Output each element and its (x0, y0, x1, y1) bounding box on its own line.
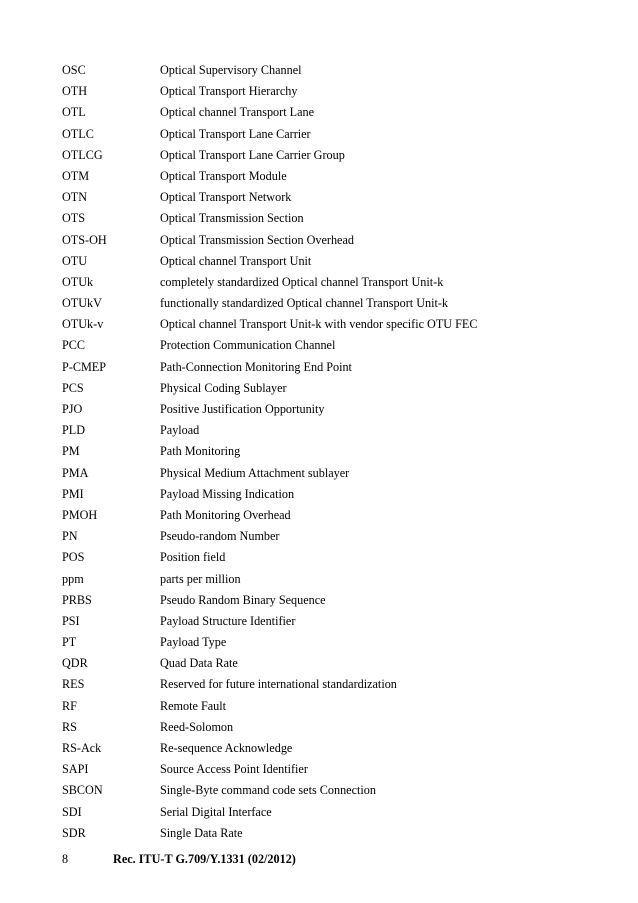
page-footer (62, 852, 296, 867)
abbreviation-definition: Path Monitoring Overhead (160, 507, 291, 522)
abbreviation-row (62, 632, 622, 653)
abbreviation-term: OTS (62, 211, 86, 226)
abbreviation-term: OTLCG (62, 147, 103, 162)
abbreviation-term: QDR (62, 656, 88, 671)
abbreviation-row (62, 717, 622, 738)
abbreviation-definition: Payload Type (160, 635, 227, 650)
abbreviation-term: PRBS (62, 592, 92, 607)
abbreviation-definition: Optical Transport Network (160, 190, 292, 205)
abbreviation-term: SAPI (62, 762, 89, 777)
abbreviation-row (62, 823, 622, 844)
abbreviation-definition: Optical channel Transport Unit (160, 253, 312, 268)
abbreviation-row (62, 272, 622, 293)
abbreviation-term: PT (62, 635, 77, 650)
abbreviation-definition: Physical Coding Sublayer (160, 380, 287, 395)
abbreviation-row (62, 293, 622, 314)
abbreviation-row (62, 696, 622, 717)
abbreviation-definition: completely standardized Optical channel Transport Unit-k (160, 274, 444, 289)
abbreviation-row (62, 420, 622, 441)
abbreviation-row (62, 145, 622, 166)
abbreviation-definition: Optical Transmission Section (160, 211, 304, 226)
abbreviation-term: PMI (62, 486, 84, 501)
abbreviation-term: OTS-OH (62, 232, 107, 247)
abbreviation-term: P-CMEP (62, 359, 107, 374)
abbreviation-definition: Protection Communication Channel (160, 338, 336, 353)
abbreviation-term: OTN (62, 190, 88, 205)
abbreviation-term: PSI (62, 613, 80, 628)
abbreviation-term: PMOH (62, 507, 98, 522)
abbreviation-row (62, 314, 622, 335)
abbreviation-row (62, 569, 622, 590)
abbreviation-row (62, 653, 622, 674)
abbreviation-definition: Payload Missing Indication (160, 486, 295, 501)
abbreviation-term: RF (62, 698, 77, 713)
abbreviation-definition: Path Monitoring (160, 444, 241, 459)
abbreviation-row (62, 738, 622, 759)
abbreviation-row (62, 208, 622, 229)
abbreviation-term: ppm (62, 571, 84, 586)
abbreviation-term: PLD (62, 423, 86, 438)
abbreviation-term: OTL (62, 105, 86, 120)
document-reference: Rec. ITU-T G.709/Y.1331 (02/2012) (113, 852, 296, 866)
abbreviation-row (62, 590, 622, 611)
abbreviation-row (62, 484, 622, 505)
abbreviation-definition: Remote Fault (160, 698, 227, 713)
abbreviation-row (62, 166, 622, 187)
abbreviation-row (62, 780, 622, 801)
abbreviation-row (62, 399, 622, 420)
abbreviation-definition: Positive Justification Opportunity (160, 402, 325, 416)
abbreviation-definition: Source Access Point Identifier (160, 762, 308, 777)
abbreviation-row (62, 505, 622, 526)
page-number: 8 (62, 852, 69, 866)
abbreviation-term: PCC (62, 338, 86, 353)
abbreviation-term: PJO (62, 402, 83, 416)
abbreviation-row (62, 81, 622, 102)
abbreviation-term: OTH (62, 84, 88, 99)
abbreviation-row (62, 102, 622, 123)
abbreviation-definition: Reserved for future international standardization (160, 677, 397, 692)
abbreviation-definition: Payload (160, 423, 200, 438)
abbreviation-list (62, 60, 622, 844)
abbreviation-term: SDR (62, 825, 86, 840)
abbreviation-definition: Reed-Solomon (160, 719, 234, 734)
abbreviation-definition: Optical Transport Lane Carrier Group (160, 147, 345, 162)
abbreviation-term: POS (62, 550, 85, 565)
abbreviation-definition: Optical channel Transport Unit-k with vendor specific OTU FEC (160, 317, 478, 332)
abbreviation-term: OTM (62, 168, 90, 183)
abbreviation-definition: parts per million (160, 571, 241, 586)
abbreviation-term: SDI (62, 804, 82, 819)
abbreviation-row (62, 611, 622, 632)
abbreviation-term: OTU (62, 253, 88, 268)
abbreviation-definition: Serial Digital Interface (160, 804, 272, 819)
abbreviation-definition: Optical Transport Hierarchy (160, 84, 298, 99)
abbreviation-term: PN (62, 529, 78, 544)
abbreviation-definition: Physical Medium Attachment sublayer (160, 465, 350, 480)
abbreviation-row (62, 335, 622, 356)
abbreviation-row (62, 378, 622, 399)
abbreviation-term: PMA (62, 465, 89, 480)
abbreviation-row (62, 463, 622, 484)
abbreviation-definition: functionally standardized Optical channel Transport Unit-k (160, 296, 449, 311)
abbreviation-term: OTUk (62, 274, 94, 289)
abbreviation-term: PCS (62, 380, 84, 395)
abbreviation-term: RES (62, 677, 85, 692)
abbreviation-term: RS-Ack (62, 741, 102, 755)
abbreviation-row (62, 251, 622, 272)
abbreviation-definition: Payload Structure Identifier (160, 613, 296, 628)
abbreviation-row (62, 357, 622, 378)
abbreviation-term: OTUkV (62, 296, 102, 311)
abbreviation-definition: Quad Data Rate (160, 656, 238, 671)
abbreviation-definition: Optical Supervisory Channel (160, 63, 302, 77)
abbreviation-definition: Single Data Rate (160, 825, 243, 840)
abbreviation-definition: Pseudo-random Number (160, 529, 280, 544)
abbreviation-term: RS (62, 719, 77, 734)
abbreviation-definition: Optical Transport Lane Carrier (160, 126, 311, 141)
abbreviation-definition: Path-Connection Monitoring End Point (160, 359, 352, 374)
abbreviation-row (62, 674, 622, 695)
abbreviation-row (62, 547, 622, 568)
abbreviation-definition: Pseudo Random Binary Sequence (160, 592, 326, 607)
abbreviation-row (62, 187, 622, 208)
abbreviation-row (62, 124, 622, 145)
abbreviation-term: OTUk-v (62, 317, 104, 332)
abbreviation-definition: Optical channel Transport Lane (160, 105, 314, 120)
abbreviation-term: OTLC (62, 126, 94, 141)
abbreviation-term: PM (62, 444, 80, 459)
abbreviation-row (62, 230, 622, 251)
abbreviation-definition: Re-sequence Acknowledge (160, 741, 293, 755)
abbreviation-row (62, 759, 622, 780)
abbreviation-definition: Optical Transport Module (160, 168, 287, 183)
abbreviation-term: OSC (62, 63, 86, 77)
abbreviation-definition: Single-Byte command code sets Connection (160, 783, 376, 798)
abbreviation-row (62, 60, 622, 81)
abbreviation-definition: Optical Transmission Section Overhead (160, 232, 354, 247)
abbreviation-term: SBCON (62, 783, 103, 798)
abbreviation-row (62, 526, 622, 547)
abbreviation-definition: Position field (160, 550, 226, 565)
abbreviation-row (62, 441, 622, 462)
abbreviation-row (62, 802, 622, 823)
